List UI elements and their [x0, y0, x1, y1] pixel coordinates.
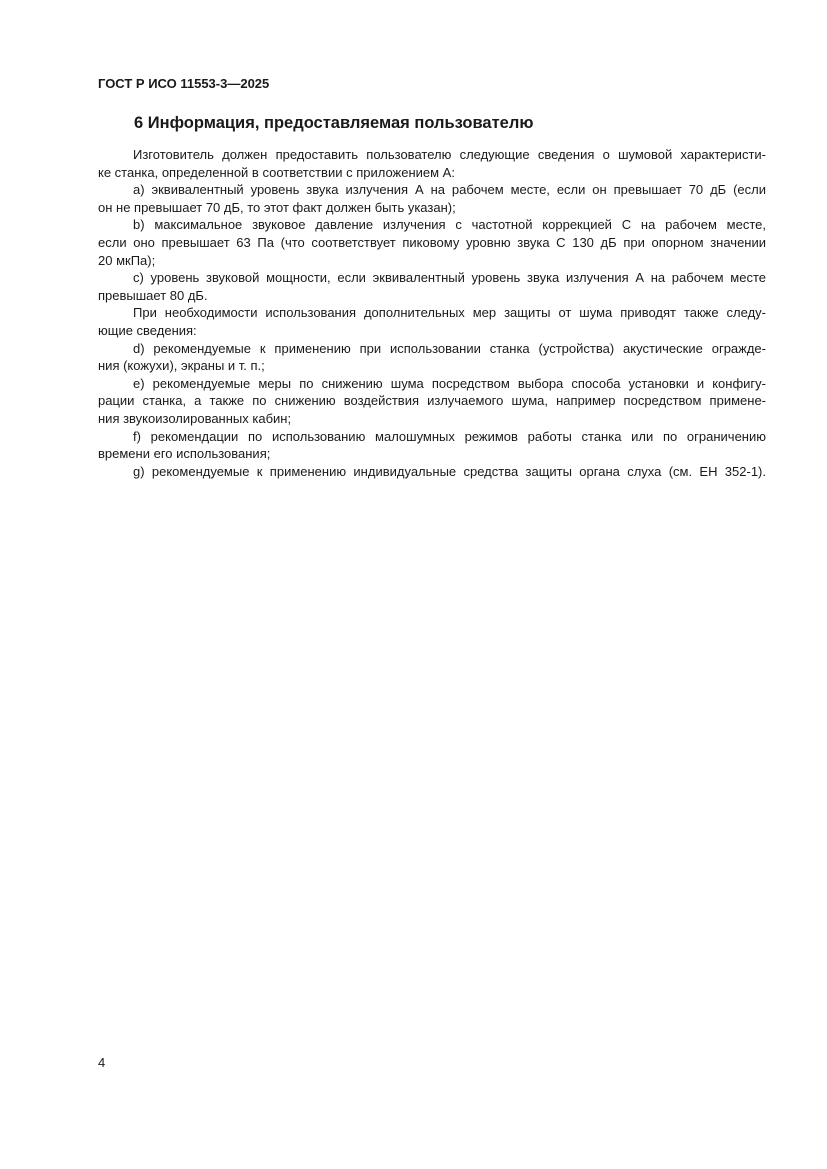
list-item-d [98, 340, 766, 375]
list-item-g [98, 463, 766, 481]
text-line: если оно превышает 63 Па (что соответствует пиковому уровню звука С 130 дБ при опорном значении [98, 234, 766, 250]
text-line: a) эквивалентный уровень звука излучения А на рабочем месте, если он превышает 70 дБ (если [133, 182, 766, 198]
list-item-e [98, 375, 766, 428]
section-body [98, 146, 766, 480]
text-line: e) рекомендуемые меры по снижению шума посредством выбора способа установки и конфигу- [133, 375, 766, 391]
text-line: ния звукоизолированных кабин; [98, 410, 292, 426]
text-line: c) уровень звуковой мощности, если эквивалентный уровень звука излучения А на рабочем месте [133, 270, 766, 286]
text-line: ке станка, определенной в соответствии с приложением А: [98, 164, 455, 180]
list-item-b [98, 216, 766, 269]
list-item-a [98, 181, 766, 216]
list-item-f [98, 428, 766, 463]
text-line: d) рекомендуемые к применению при использовании станка (устройства) акустические огражде- [133, 340, 766, 356]
text-line: он не превышает 70 дБ, то этот факт должен быть указан); [98, 199, 456, 215]
document-id-header: ГОСТ Р ИСО 11553-3—2025 [98, 76, 270, 91]
text-line: рации станка, а также по снижению воздействия излучаемого шума, например посредством примене- [98, 393, 766, 409]
text-line: b) максимальное звуковое давление излучения с частотной коррекцией С на рабочем месте, [133, 217, 766, 233]
text-line: времени его использования; [98, 446, 271, 462]
text-line: ющие сведения: [98, 322, 197, 338]
paragraph-intro [98, 146, 766, 181]
text-line: При необходимости использования дополнительных мер защиты от шума приводят также следу- [133, 305, 766, 321]
text-line: f) рекомендации по использованию малошумных режимов работы станка или по ограничению [133, 428, 766, 444]
text-line: Изготовитель должен предоставить пользователю следующие сведения о шумовой характеристи- [133, 147, 766, 162]
text-line: g) рекомендуемые к применению индивидуальные средства защиты органа слуха (см. ЕН 352-1). [133, 463, 766, 479]
page-number: 4 [98, 1055, 106, 1070]
section-title: 6 Информация, предоставляемая пользователю [134, 114, 534, 132]
text-line: ния (кожухи), экраны и т. п.; [98, 358, 265, 374]
paragraph-additional [98, 304, 766, 339]
text-line: 20 мкПа); [98, 252, 156, 268]
list-item-c [98, 269, 766, 304]
text-line: превышает 80 дБ. [98, 287, 208, 303]
